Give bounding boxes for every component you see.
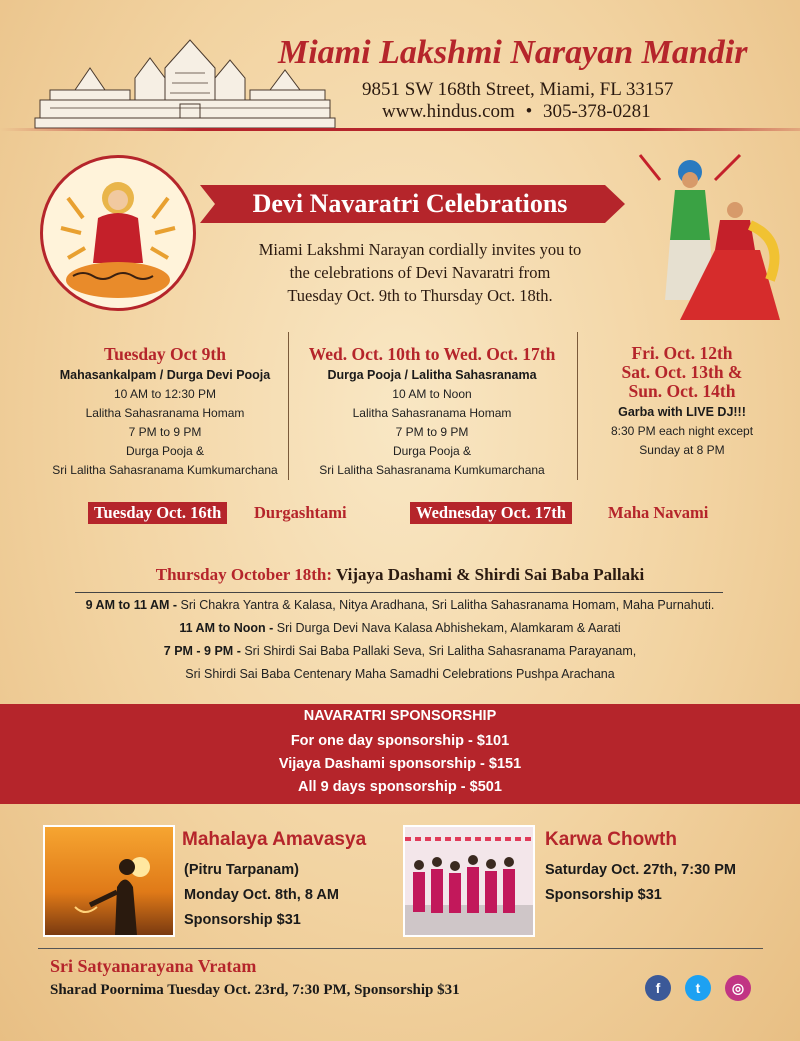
mahalaya-line: Sponsorship $31 [184,912,301,928]
banner-title: Devi Navaratri Celebrations [252,189,568,218]
maha-navami-date-tag: Wednesday Oct. 17th [410,502,572,524]
column-divider [288,332,289,480]
schedule-row [40,667,760,681]
mahalaya-line: (Pitru Tarpanam) [184,862,299,878]
schedule-column-tuesday [45,345,285,480]
schedule-column-wednesday [292,345,572,480]
vijaya-dashami-event: Vijaya Dashami & Shirdi Sai Baba Pallaki [336,565,645,584]
schedule-desc: Sri Shirdi Sai Baba Pallaki Seva, Sri Lalitha Sahasranama Parayanam, [244,644,637,658]
mahalaya-line: Monday Oct. 8th, 8 AM [184,887,339,903]
header-divider [0,128,800,131]
invite-line: the celebrations of Devi Navaratri from [289,263,551,282]
durgashtami-date-tag: Tuesday Oct. 16th [88,502,227,524]
karwa-chowth-line: Sponsorship $31 [545,887,662,903]
column-subtitle: Garba with LIVE DJ!!! [618,405,746,419]
karwa-chowth-title: Karwa Chowth [545,829,677,850]
phone-number: 305-378-0281 [542,101,651,122]
column-line: Sri Lalitha Sahasranama Kumkumarchana [52,463,278,477]
vijaya-dashami-heading [80,565,720,585]
maha-navami-label: Maha Navami [608,503,709,522]
mahalaya-title: Mahalaya Amavasya [182,829,367,850]
schedule-row [40,621,760,635]
column-line: Durga Pooja & [125,444,205,458]
section-divider [75,592,723,593]
column-line: Durga Pooja & [392,444,472,458]
column-heading: Fri. Oct. 12th [631,343,733,363]
column-subtitle: Mahasankalpam / Durga Devi Pooja [59,368,271,382]
sponsorship-title: NAVARATRI SPONSORSHIP [303,708,497,724]
facebook-icon[interactable]: f [645,975,671,1001]
schedule-row [40,598,760,612]
instagram-icon[interactable]: ◎ [725,975,751,1001]
schedule-desc: Sri Durga Devi Nava Kalasa Abhishekam, Alamkaram & Aarati [276,621,621,635]
mandir-name: Miami Lakshmi Narayan Mandir [278,34,748,71]
column-line: 8:30 PM each night except [610,424,754,438]
column-line: Sri Lalitha Sahasranama Kumkumarchana [319,463,545,477]
footer-divider [38,948,763,949]
column-line: 7 PM to 9 PM [395,425,469,439]
schedule-time: 9 AM to 11 AM - [85,598,178,612]
column-line: 10 AM to 12:30 PM [113,387,217,401]
vratam-title: Sri Satyanarayana Vratam [50,956,257,976]
mandir-address: 9851 SW 168th Street, Miami, FL 33157 [362,79,674,100]
column-line: Sunday at 8 PM [639,443,725,457]
schedule-desc: Sri Shirdi Sai Baba Centenary Maha Samadhi Celebrations Pushpa Arachana [185,667,615,681]
column-line: Lalitha Sahasranama Homam [85,406,245,420]
contact-separator: • [525,101,533,122]
vijaya-dashami-date: Thursday October 18th: [155,565,333,584]
karwa-chowth-photo [403,825,535,937]
column-heading: Sun. Oct. 14th [628,381,736,401]
mahalaya-photo [43,825,175,937]
column-heading: Wed. Oct. 10th to Wed. Oct. 17th [308,344,556,364]
schedule-time: 11 AM to Noon - [179,621,274,635]
schedule-time: 7 PM - 9 PM - [163,644,241,658]
twitter-icon[interactable]: t [685,975,711,1001]
sponsorship-line: For one day sponsorship - $101 [290,733,510,749]
sponsorship-line: All 9 days sponsorship - $501 [298,779,502,795]
column-line: 7 PM to 9 PM [128,425,202,439]
column-line: Lalitha Sahasranama Homam [352,406,512,420]
schedule-row [40,644,760,658]
column-divider [577,332,578,480]
invite-line: Miami Lakshmi Narayan cordially invites you to [258,240,582,259]
karwa-chowth-line: Saturday Oct. 27th, 7:30 PM [545,862,736,878]
invite-line: Tuesday Oct. 9th to Thursday Oct. 18th. [287,286,553,305]
schedule-desc: Sri Chakra Yantra & Kalasa, Nitya Aradhana, Sri Lalitha Sahasranama Homam, Maha Purnahuti. [180,598,715,612]
website-link[interactable]: www.hindus.com [382,101,515,122]
durga-devi-image [40,155,196,311]
column-heading: Sat. Oct. 13th & [621,362,743,382]
column-heading: Tuesday Oct 9th [104,344,226,364]
column-line: 10 AM to Noon [392,387,472,401]
invitation-text [190,238,650,307]
sponsorship-line: Vijaya Dashami sponsorship - $151 [278,756,522,772]
column-subtitle: Durga Pooja / Lalitha Sahasranama [327,368,537,382]
vratam-details: Sharad Poornima Tuesday Oct. 23rd, 7:30 PM, Sponsorship $31 [50,982,460,998]
durgashtami-label: Durgashtami [254,503,347,522]
schedule-column-garba [582,344,782,460]
contact-line [382,101,782,123]
